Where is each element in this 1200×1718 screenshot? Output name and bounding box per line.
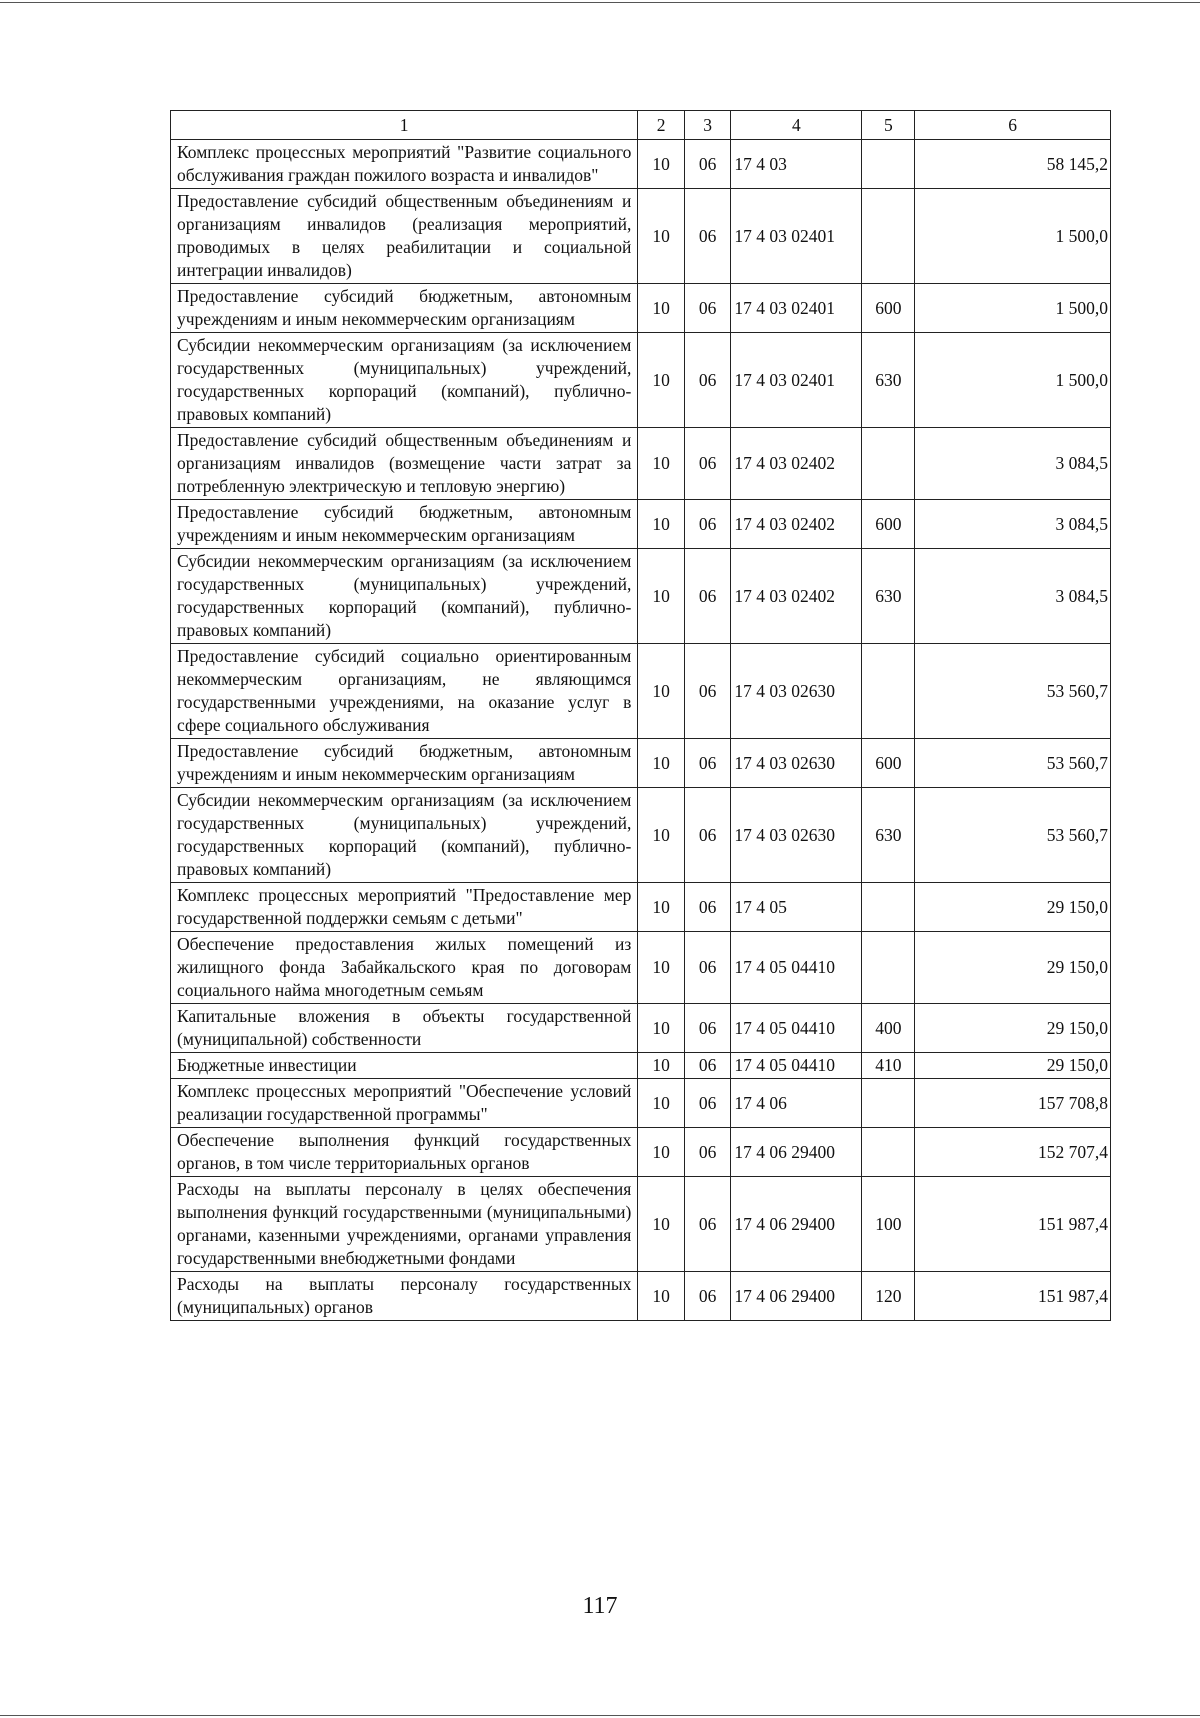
row-expense-type: 100 [862, 1177, 915, 1272]
table-row [171, 932, 1111, 1004]
header-col-4: 4 [731, 111, 862, 140]
row-expense-type: 120 [862, 1272, 915, 1321]
row-subsection: 06 [684, 1053, 731, 1079]
row-expense-type: 600 [862, 284, 915, 333]
row-subsection: 06 [684, 428, 731, 500]
header-col-2: 2 [638, 111, 685, 140]
row-amount: 1 500,0 [915, 333, 1111, 428]
row-expense-type [862, 883, 915, 932]
row-subsection: 06 [684, 549, 731, 644]
row-target-code: 17 4 03 [731, 140, 862, 189]
header-col-6: 6 [915, 111, 1111, 140]
row-section: 10 [638, 1004, 685, 1053]
row-expense-type: 600 [862, 500, 915, 549]
row-amount: 3 084,5 [915, 500, 1111, 549]
row-expense-type [862, 1079, 915, 1128]
row-name: Предоставление субсидий бюджетным, автономным учреждениям и иным некоммерческим организациям [171, 739, 638, 788]
row-subsection: 06 [684, 1004, 731, 1053]
row-target-code: 17 4 03 02630 [731, 739, 862, 788]
row-subsection: 06 [684, 284, 731, 333]
row-subsection: 06 [684, 788, 731, 883]
row-amount: 1 500,0 [915, 189, 1111, 284]
row-expense-type [862, 644, 915, 739]
row-expense-type: 400 [862, 1004, 915, 1053]
table-row [171, 428, 1111, 500]
header-col-1: 1 [171, 111, 638, 140]
table-row [171, 1272, 1111, 1321]
row-section: 10 [638, 883, 685, 932]
row-expense-type [862, 140, 915, 189]
row-name: Предоставление субсидий общественным объединениям и организациям инвалидов (возмещение части затрат за потребленную электрическую и тепловую энергию) [171, 428, 638, 500]
budget-table [170, 110, 1111, 1321]
table-row [171, 549, 1111, 644]
row-expense-type: 630 [862, 333, 915, 428]
table-row [171, 500, 1111, 549]
row-name: Обеспечение выполнения функций государственных органов, в том числе территориальных органов [171, 1128, 638, 1177]
row-target-code: 17 4 03 02401 [731, 189, 862, 284]
row-target-code: 17 4 03 02630 [731, 644, 862, 739]
row-name: Субсидии некоммерческим организациям (за исключением государственных (муниципальных) учреждений, государственных корпораций (компаний), публично-правовых компаний) [171, 333, 638, 428]
row-section: 10 [638, 644, 685, 739]
row-amount: 29 150,0 [915, 1004, 1111, 1053]
row-target-code: 17 4 05 04410 [731, 1004, 862, 1053]
row-amount: 151 987,4 [915, 1272, 1111, 1321]
row-amount: 29 150,0 [915, 932, 1111, 1004]
table-body [171, 140, 1111, 1321]
row-expense-type [862, 932, 915, 1004]
row-name: Комплекс процессных мероприятий "Обеспечение условий реализации государственной программы" [171, 1079, 638, 1128]
row-section: 10 [638, 788, 685, 883]
row-amount: 151 987,4 [915, 1177, 1111, 1272]
row-subsection: 06 [684, 883, 731, 932]
row-target-code: 17 4 03 02402 [731, 428, 862, 500]
row-subsection: 06 [684, 140, 731, 189]
row-amount: 3 084,5 [915, 549, 1111, 644]
row-subsection: 06 [684, 500, 731, 549]
row-subsection: 06 [684, 1079, 731, 1128]
row-amount: 3 084,5 [915, 428, 1111, 500]
row-subsection: 06 [684, 1177, 731, 1272]
row-name: Расходы на выплаты персоналу в целях обеспечения выполнения функций государственными (муниципальными) органами, казенными учреждениями, органами управления государственными внебюджетными фондами [171, 1177, 638, 1272]
row-name: Предоставление субсидий бюджетным, автономным учреждениям и иным некоммерческим организациям [171, 500, 638, 549]
row-name: Комплекс процессных мероприятий "Предоставление мер государственной поддержки семьям с детьми" [171, 883, 638, 932]
table-row [171, 140, 1111, 189]
row-target-code: 17 4 03 02630 [731, 788, 862, 883]
row-name: Предоставление субсидий бюджетным, автономным учреждениям и иным некоммерческим организациям [171, 284, 638, 333]
header-col-5: 5 [862, 111, 915, 140]
row-section: 10 [638, 1128, 685, 1177]
row-section: 10 [638, 549, 685, 644]
table-row [171, 333, 1111, 428]
row-section: 10 [638, 1177, 685, 1272]
table-row [171, 284, 1111, 333]
table-row [171, 883, 1111, 932]
row-target-code: 17 4 03 02401 [731, 284, 862, 333]
row-amount: 157 708,8 [915, 1079, 1111, 1128]
row-section: 10 [638, 140, 685, 189]
table-row [171, 1053, 1111, 1079]
row-target-code: 17 4 03 02402 [731, 500, 862, 549]
row-target-code: 17 4 03 02401 [731, 333, 862, 428]
row-target-code: 17 4 05 [731, 883, 862, 932]
row-name: Предоставление субсидий социально ориентированным некоммерческим организациям, не являющимся государственными учреждениями, на оказание услуг в сфере социального обслуживания [171, 644, 638, 739]
bottom-scan-border [0, 1715, 1200, 1716]
table-row [171, 1004, 1111, 1053]
table-row [171, 788, 1111, 883]
row-amount: 29 150,0 [915, 883, 1111, 932]
row-subsection: 06 [684, 1272, 731, 1321]
row-section: 10 [638, 739, 685, 788]
row-target-code: 17 4 06 29400 [731, 1272, 862, 1321]
row-name: Субсидии некоммерческим организациям (за исключением государственных (муниципальных) учреждений, государственных корпораций (компаний), публично-правовых компаний) [171, 788, 638, 883]
row-target-code: 17 4 06 29400 [731, 1128, 862, 1177]
row-section: 10 [638, 428, 685, 500]
row-section: 10 [638, 284, 685, 333]
row-name: Обеспечение предоставления жилых помещений из жилищного фонда Забайкальского края по договорам социального найма многодетным семьям [171, 932, 638, 1004]
table-row [171, 1079, 1111, 1128]
row-expense-type: 410 [862, 1053, 915, 1079]
table-row [171, 644, 1111, 739]
row-name: Бюджетные инвестиции [171, 1053, 638, 1079]
row-section: 10 [638, 1053, 685, 1079]
row-target-code: 17 4 06 29400 [731, 1177, 862, 1272]
row-section: 10 [638, 333, 685, 428]
row-expense-type [862, 1128, 915, 1177]
row-section: 10 [638, 1272, 685, 1321]
row-amount: 53 560,7 [915, 739, 1111, 788]
row-section: 10 [638, 932, 685, 1004]
row-target-code: 17 4 06 [731, 1079, 862, 1128]
table-row [171, 1177, 1111, 1272]
row-amount: 53 560,7 [915, 644, 1111, 739]
header-col-3: 3 [684, 111, 731, 140]
row-amount: 53 560,7 [915, 788, 1111, 883]
row-name: Расходы на выплаты персоналу государственных (муниципальных) органов [171, 1272, 638, 1321]
top-scan-border [0, 2, 1200, 3]
table-row [171, 189, 1111, 284]
row-expense-type: 600 [862, 739, 915, 788]
row-target-code: 17 4 05 04410 [731, 932, 862, 1004]
row-amount: 29 150,0 [915, 1053, 1111, 1079]
row-section: 10 [638, 1079, 685, 1128]
row-expense-type: 630 [862, 549, 915, 644]
row-amount: 58 145,2 [915, 140, 1111, 189]
row-section: 10 [638, 189, 685, 284]
row-name: Комплекс процессных мероприятий "Развитие социального обслуживания граждан пожилого возраста и инвалидов" [171, 140, 638, 189]
row-section: 10 [638, 500, 685, 549]
row-amount: 1 500,0 [915, 284, 1111, 333]
row-name: Предоставление субсидий общественным объединениям и организациям инвалидов (реализация мероприятий, проводимых в целях реабилитации и социальной интеграции инвалидов) [171, 189, 638, 284]
row-expense-type: 630 [862, 788, 915, 883]
header-row [171, 111, 1111, 140]
row-subsection: 06 [684, 739, 731, 788]
row-name: Капитальные вложения в объекты государственной (муниципальной) собственности [171, 1004, 638, 1053]
row-subsection: 06 [684, 1128, 731, 1177]
row-target-code: 17 4 05 04410 [731, 1053, 862, 1079]
row-subsection: 06 [684, 333, 731, 428]
row-name: Субсидии некоммерческим организациям (за исключением государственных (муниципальных) учреждений, государственных корпораций (компаний), публично-правовых компаний) [171, 549, 638, 644]
row-subsection: 06 [684, 644, 731, 739]
table-row [171, 1128, 1111, 1177]
row-subsection: 06 [684, 189, 731, 284]
row-subsection: 06 [684, 932, 731, 1004]
page-number: 117 [582, 1593, 618, 1619]
row-target-code: 17 4 03 02402 [731, 549, 862, 644]
row-expense-type [862, 428, 915, 500]
row-amount: 152 707,4 [915, 1128, 1111, 1177]
table-row [171, 739, 1111, 788]
row-expense-type [862, 189, 915, 284]
